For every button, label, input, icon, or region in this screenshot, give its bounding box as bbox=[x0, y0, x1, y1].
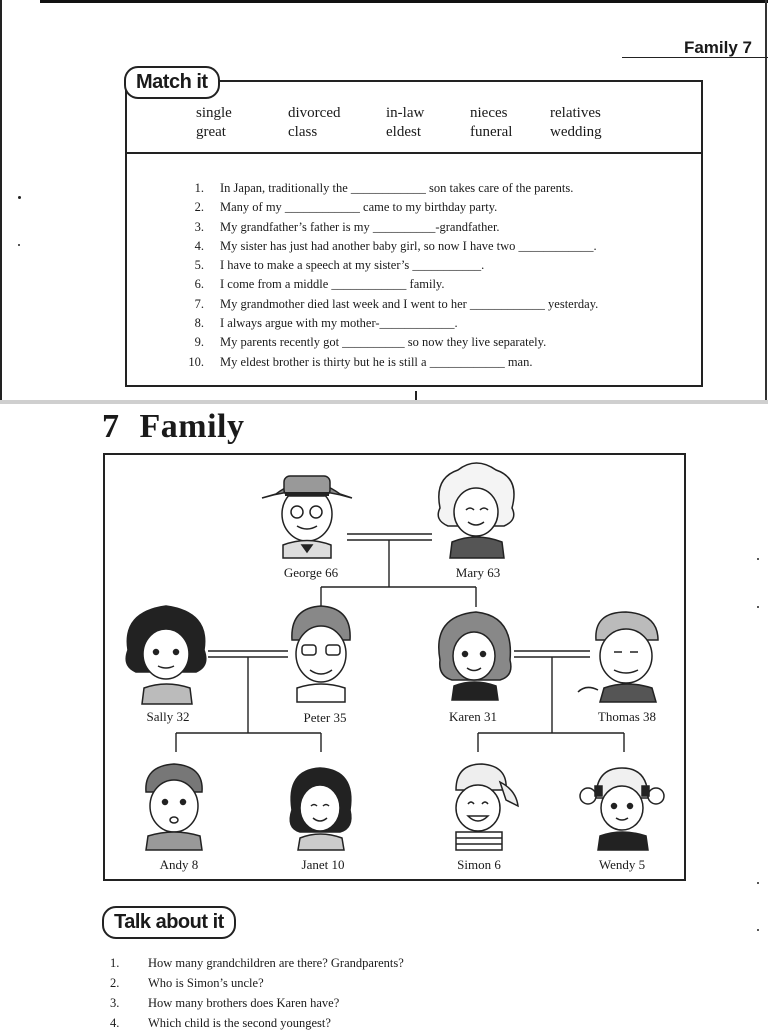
scan-speck bbox=[757, 606, 759, 608]
scan-speck bbox=[757, 882, 759, 884]
wendy-portrait bbox=[580, 768, 664, 850]
sentence-number: 2. bbox=[194, 200, 204, 215]
wendy-bow-left bbox=[595, 786, 602, 796]
sentence-text: My grandmother died last week and I went to her ____________ yesterday. bbox=[220, 296, 599, 311]
question-row bbox=[110, 973, 404, 993]
question-number: 1. bbox=[110, 956, 120, 970]
sentence-number: 8. bbox=[194, 316, 204, 331]
andy-shirt bbox=[146, 832, 202, 850]
wendy-bow-right bbox=[642, 786, 649, 796]
mary-dress bbox=[450, 537, 504, 558]
thomas-hand bbox=[578, 687, 598, 692]
word-bank-item: divorced bbox=[288, 105, 341, 121]
question-text: How many grandchildren are there? Grandparents? bbox=[148, 956, 404, 970]
word-bank-item: in-law bbox=[386, 105, 425, 121]
george-portrait bbox=[262, 476, 352, 558]
question-number: 4. bbox=[110, 1016, 120, 1030]
peter-portrait bbox=[292, 606, 350, 702]
question-list bbox=[110, 953, 404, 1033]
andy-face bbox=[150, 780, 198, 832]
label-sally: Sally 32 bbox=[146, 709, 190, 724]
thomas-shirt bbox=[600, 684, 656, 702]
simon-cap-brim bbox=[500, 782, 518, 806]
word-bank-item: eldest bbox=[386, 124, 421, 140]
mary-face bbox=[454, 488, 498, 536]
andy-eye-right bbox=[181, 800, 186, 805]
question-text: Who is Simon’s uncle? bbox=[148, 976, 264, 990]
sentence-number: 1. bbox=[194, 181, 204, 195]
mary-portrait bbox=[438, 463, 514, 558]
sentence-number: 4. bbox=[194, 238, 204, 253]
janet-top bbox=[298, 834, 344, 850]
label-mary: Mary 63 bbox=[455, 565, 501, 580]
sentence-text: Many of my ____________ came to my birthday party. bbox=[220, 200, 498, 215]
sally-eye-left bbox=[154, 650, 159, 655]
word-bank-item: wedding bbox=[550, 124, 602, 140]
match-it-tag: Match it bbox=[124, 66, 220, 99]
word-bank-item: class bbox=[288, 124, 318, 140]
sally-portrait bbox=[126, 606, 206, 704]
unit-number: 7 bbox=[102, 408, 120, 445]
label-andy: Andy 8 bbox=[159, 857, 199, 872]
talk-about-it-tag: Talk about it bbox=[102, 906, 236, 939]
simon-shirt bbox=[456, 832, 502, 850]
karen-face bbox=[453, 632, 495, 680]
word-bank-item: great bbox=[196, 124, 226, 140]
label-karen: Karen 31 bbox=[448, 709, 497, 724]
wendy-pigtail-right bbox=[648, 788, 664, 804]
karen-eye-left bbox=[463, 652, 468, 657]
sentence-text: I have to make a speech at my sister’s ___________. bbox=[220, 258, 485, 273]
sentence-number: 5. bbox=[194, 258, 204, 273]
wendy-face bbox=[601, 786, 643, 830]
sentence-number: 10. bbox=[188, 354, 204, 369]
simon-face bbox=[456, 785, 500, 831]
peter-glasses-right bbox=[326, 645, 340, 655]
sentence-text: My parents recently got __________ so now they live separately. bbox=[220, 335, 547, 350]
wendy-dress bbox=[598, 832, 648, 850]
sentence-text: My sister has just had another baby girl, so now I have two ____________. bbox=[220, 238, 597, 253]
label-thomas: Thomas 38 bbox=[597, 709, 657, 724]
word-bank-item: funeral bbox=[470, 124, 513, 140]
andy-portrait bbox=[146, 764, 202, 850]
sally-top bbox=[142, 684, 192, 704]
karen-top bbox=[452, 682, 498, 700]
question-row bbox=[110, 993, 404, 1013]
sentence-text: My eldest brother is thirty but he is still a ____________ man. bbox=[220, 354, 533, 369]
sally-eye-right bbox=[174, 650, 179, 655]
sentence-number: 9. bbox=[194, 335, 204, 350]
peter-shirt bbox=[297, 684, 345, 702]
label-janet: Janet 10 bbox=[301, 857, 345, 872]
scan-speck bbox=[757, 929, 759, 931]
unit-title: Family bbox=[139, 408, 245, 445]
scan-speck bbox=[757, 558, 759, 560]
george-glasses-left bbox=[291, 506, 303, 518]
sentence-number: 6. bbox=[194, 277, 204, 292]
thomas-face bbox=[600, 629, 652, 683]
george-glasses-right bbox=[310, 506, 322, 518]
sentence-text: I come from a middle ____________ family. bbox=[220, 277, 445, 292]
word-bank-item: single bbox=[196, 105, 232, 121]
wendy-eye-left bbox=[612, 804, 617, 809]
karen-eye-right bbox=[481, 652, 486, 657]
simon-portrait bbox=[456, 764, 518, 850]
label-peter: Peter 35 bbox=[303, 710, 347, 725]
sentence-number: 3. bbox=[194, 219, 204, 234]
word-bank-item: relatives bbox=[550, 105, 601, 121]
question-text: Which child is the second youngest? bbox=[148, 1016, 331, 1030]
question-row bbox=[110, 953, 404, 973]
andy-eye-left bbox=[163, 800, 168, 805]
page-header: Family 7 bbox=[683, 38, 752, 57]
tree-connectors bbox=[176, 534, 624, 752]
label-wendy: Wendy 5 bbox=[598, 857, 646, 872]
question-text: How many brothers does Karen have? bbox=[148, 996, 340, 1010]
karen-portrait bbox=[439, 612, 511, 700]
janet-portrait bbox=[290, 768, 351, 850]
sally-face bbox=[143, 629, 189, 679]
label-simon: Simon 6 bbox=[457, 857, 501, 872]
question-number: 3. bbox=[110, 996, 120, 1010]
wendy-pigtail-left bbox=[580, 788, 596, 804]
janet-face bbox=[300, 785, 340, 831]
sentence-number: 7. bbox=[194, 296, 204, 311]
question-number: 2. bbox=[110, 976, 120, 990]
sentence-text: I always argue with my mother-____________. bbox=[220, 316, 458, 331]
question-row bbox=[110, 1013, 404, 1033]
label-george: George 66 bbox=[283, 565, 339, 580]
peter-glasses-left bbox=[302, 645, 316, 655]
sentence-text: My grandfather’s father is my __________-grandfather. bbox=[220, 219, 500, 234]
andy-mouth bbox=[170, 817, 178, 823]
word-bank-item: nieces bbox=[470, 105, 508, 121]
sentence-text: In Japan, traditionally the ____________ son takes care of the parents. bbox=[220, 181, 574, 195]
wendy-eye-right bbox=[628, 804, 633, 809]
